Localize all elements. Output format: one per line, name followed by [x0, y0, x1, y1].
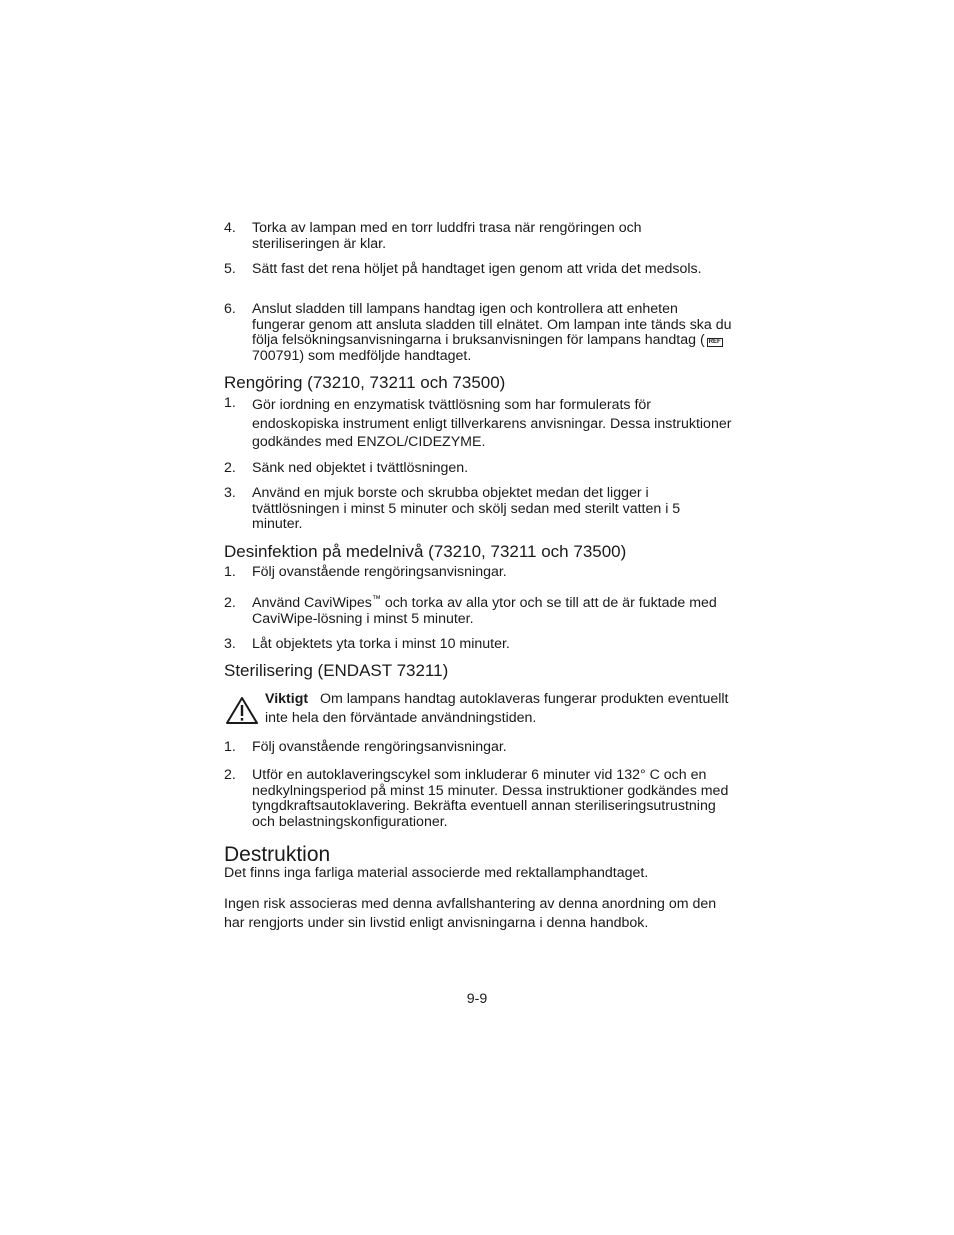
text-segment: 700791) som medföljde handtaget.: [252, 347, 472, 364]
paragraph: Det finns inga farliga material associerde med rektallamphandtaget.: [224, 865, 649, 881]
list-number: 1.: [224, 564, 236, 580]
list-number: 2.: [224, 460, 236, 476]
list-text: [252, 302, 732, 364]
list-text: [252, 593, 732, 627]
page-number: 9-9: [466, 991, 488, 1007]
warning-label: Viktigt: [265, 691, 309, 707]
list-number: 2.: [224, 767, 236, 783]
text-segment: och torka av alla ytor och se till att de är fuktade med CaviWipe-lösning i minst 5 minuter.: [252, 595, 717, 627]
list-number: 6.: [224, 301, 236, 317]
section-heading-desinfektion: Desinfektion på medelnivå (73210, 73211 och 73500): [224, 542, 627, 561]
warning-note: [265, 690, 735, 727]
ref-icon: REF: [708, 339, 721, 346]
text-segment: Använd CaviWipes: [252, 595, 372, 611]
list-text: Låt objektets yta torka i minst 10 minuter.: [252, 636, 510, 652]
list-text: Sänk ned objektet i tvättlösningen.: [252, 460, 469, 476]
list-text: Följ ovanstående rengöringsanvisningar.: [252, 739, 507, 755]
section-heading-rengoring: Rengöring (73210, 73211 och 73500): [224, 373, 506, 392]
list-text: Sätt fast det rena höljet på handtaget igen genom att vrida det medsols.: [252, 261, 702, 277]
section-heading-destruktion: Destruktion: [224, 843, 331, 866]
warning-text: Om lampans handtag autoklaveras fungerar produkten eventuellt inte hela den förväntade användningstiden.: [265, 691, 729, 726]
list-text: Torka av lampan med en torr luddfri trasa när rengöringen och steriliseringen är klar.: [252, 220, 642, 252]
paragraph: Ingen risk associeras med denna avfallshantering av denna anordning om den har rengjorts under sin livstid enligt anvisningarna i denna handbok.: [224, 896, 717, 931]
list-number: 3.: [224, 636, 236, 652]
list-number: 5.: [224, 261, 236, 277]
list-number: 3.: [224, 485, 236, 501]
text-segment: Anslut sladden till lampans handtag igen och kontrollera att enheten fungerar genom att ansluta sladden till elnätet. Om lampan inte tänds ska du följa felsökningsanvisningarna i bruksanvisningen för lampans handtag (: [252, 301, 732, 349]
list-number: 2.: [224, 595, 236, 611]
section-heading-sterilisering: Sterilisering (ENDAST 73211): [224, 661, 449, 680]
list-number: 1.: [224, 395, 236, 411]
trademark-symbol: ™: [371, 593, 381, 604]
list-number: 4.: [224, 220, 236, 236]
list-number: 1.: [224, 739, 236, 755]
list-text: Följ ovanstående rengöringsanvisningar.: [252, 564, 507, 580]
warning-icon: [225, 696, 259, 726]
list-text: Gör iordning en enzymatisk tvättlösning som har formulerats för endoskopiska instrument enligt tillverkarens anvisningar. Dessa instruktioner godkändes med ENZOL/CIDEZYME.: [252, 397, 732, 450]
list-text: Utför en autoklaveringscykel som inkluderar 6 minuter vid 132° C och en nedkylningsperiod på minst 15 minuter. Dessa instruktioner godkändes med tyngdkraftsautoklavering. Bekräfta eventuell annan steriliseringsutrustning och belastningskonfigurationer.: [252, 767, 729, 830]
list-text: Använd en mjuk borste och skrubba objektet medan det ligger i tvättlösningen i minst 5 minuter och skölj sedan med sterilt vatten i 5 minuter.: [252, 485, 681, 533]
